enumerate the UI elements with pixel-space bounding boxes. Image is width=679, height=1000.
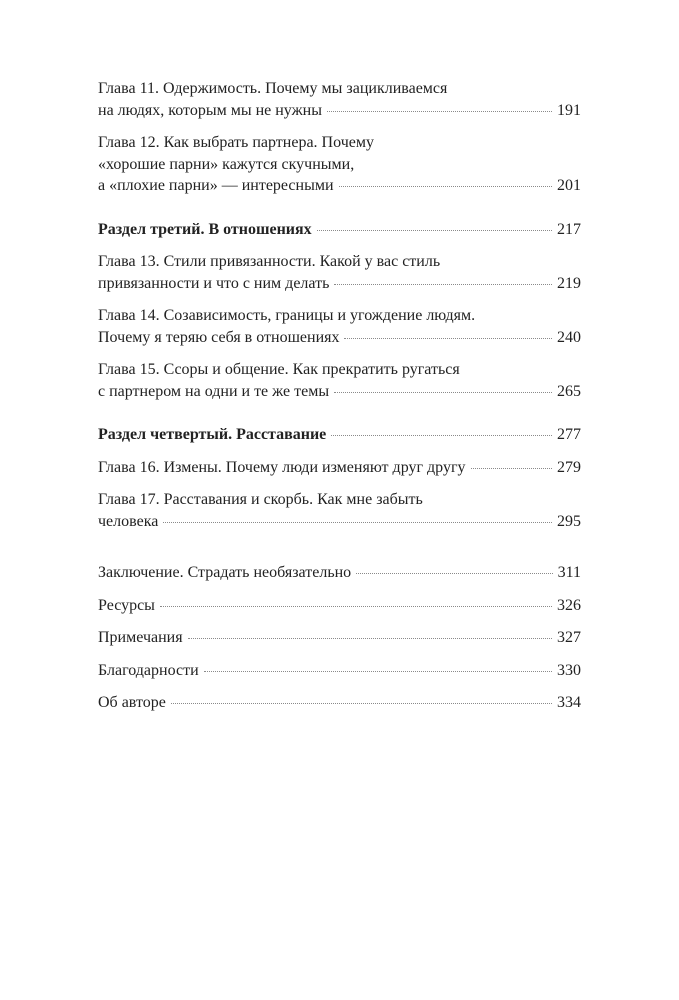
toc-entry-about-author[interactable]	[98, 692, 581, 714]
toc-section-title: Раздел третий. В отношениях	[98, 220, 312, 238]
toc-page-number: 217	[557, 220, 581, 238]
toc-page-number: 279	[557, 458, 581, 476]
dot-leader	[356, 573, 552, 574]
dot-leader	[188, 638, 552, 639]
toc-page-number: 334	[557, 694, 581, 711]
toc-entry-title-line: Благодарности	[98, 661, 199, 679]
toc-entry-acknowledgements[interactable]	[98, 660, 581, 682]
toc-entry-title-line: Ресурсы	[98, 596, 155, 614]
toc-entry-title-line: привязанности и что с ним делать	[98, 274, 330, 292]
toc-entry-title-line: Глава 14. Созависимость, границы и угождение людям.	[98, 307, 476, 324]
dot-leader	[204, 671, 552, 672]
toc-entry[interactable]	[98, 359, 581, 402]
toc-entry[interactable]	[98, 305, 581, 348]
dot-leader	[317, 230, 552, 231]
toc-page-number: 330	[557, 661, 581, 679]
toc-entry-title-line: Глава 17. Расставания и скорбь. Как мне забыть	[98, 491, 423, 508]
toc-page-number: 201	[557, 177, 581, 194]
dot-leader	[344, 338, 552, 339]
toc-entry[interactable]	[98, 457, 581, 479]
dot-leader	[334, 284, 552, 285]
toc-entry[interactable]	[98, 489, 581, 532]
toc-entry-title-line: а «плохие парни» — интересными	[98, 177, 334, 194]
toc-entry-notes[interactable]	[98, 627, 581, 649]
dot-leader	[171, 703, 552, 704]
toc-page-number: 277	[557, 426, 581, 443]
toc-section-heading[interactable]	[98, 424, 581, 446]
toc-entry[interactable]	[98, 132, 581, 197]
toc-entry-title-line: Примечания	[98, 629, 183, 646]
toc-entry-title-line: Глава 13. Стили привязанности. Какой у вас стиль	[98, 253, 441, 270]
toc-entry-title-line: Глава 11. Одержимость. Почему мы зацикливаемся	[98, 80, 448, 97]
toc-page-number: 326	[557, 596, 581, 614]
toc-entry-title-line: «хорошие парни» кажутся скучными,	[98, 155, 355, 173]
dot-leader	[331, 435, 552, 436]
dot-leader	[160, 606, 552, 607]
toc-section-heading[interactable]	[98, 219, 581, 241]
toc-entry-title-line: Глава 15. Ссоры и общение. Как прекратить ругаться	[98, 361, 460, 378]
dot-leader	[334, 392, 552, 393]
dot-leader	[163, 522, 552, 523]
toc-entry-title-line: с партнером на одни и те же темы	[98, 382, 330, 400]
toc-entry-title-line: Об авторе	[98, 694, 166, 711]
toc-entry-title-line: Глава 12. Как выбрать партнера. Почему	[98, 134, 374, 151]
dot-leader	[339, 186, 552, 187]
toc-page-number: 219	[557, 274, 581, 292]
toc-page-number: 311	[557, 564, 581, 581]
toc-page-number: 295	[557, 512, 581, 530]
toc-entry-title-line: Глава 16. Измены. Почему люди изменяют друг другу	[98, 458, 466, 476]
toc-entry-title-line: на людях, которым мы не нужны	[98, 101, 322, 119]
toc-page-number: 327	[557, 629, 581, 646]
toc-section-title: Раздел четвертый. Расставание	[98, 426, 327, 443]
toc-page-number: 191	[557, 101, 581, 119]
toc-entry-title-line: Заключение. Страдать необязательно	[98, 564, 352, 581]
toc-entry-title-line: Почему я теряю себя в отношениях	[98, 328, 340, 346]
toc-page-number: 240	[557, 328, 581, 346]
table-of-contents	[98, 78, 581, 725]
dot-leader	[471, 468, 552, 469]
toc-entry-resources[interactable]	[98, 595, 581, 617]
dot-leader	[327, 111, 552, 112]
toc-entry[interactable]	[98, 251, 581, 294]
toc-entry[interactable]	[98, 78, 581, 121]
toc-entry-conclusion[interactable]	[98, 562, 581, 584]
toc-page-number: 265	[557, 382, 581, 400]
toc-entry-title-line: человека	[98, 512, 159, 530]
